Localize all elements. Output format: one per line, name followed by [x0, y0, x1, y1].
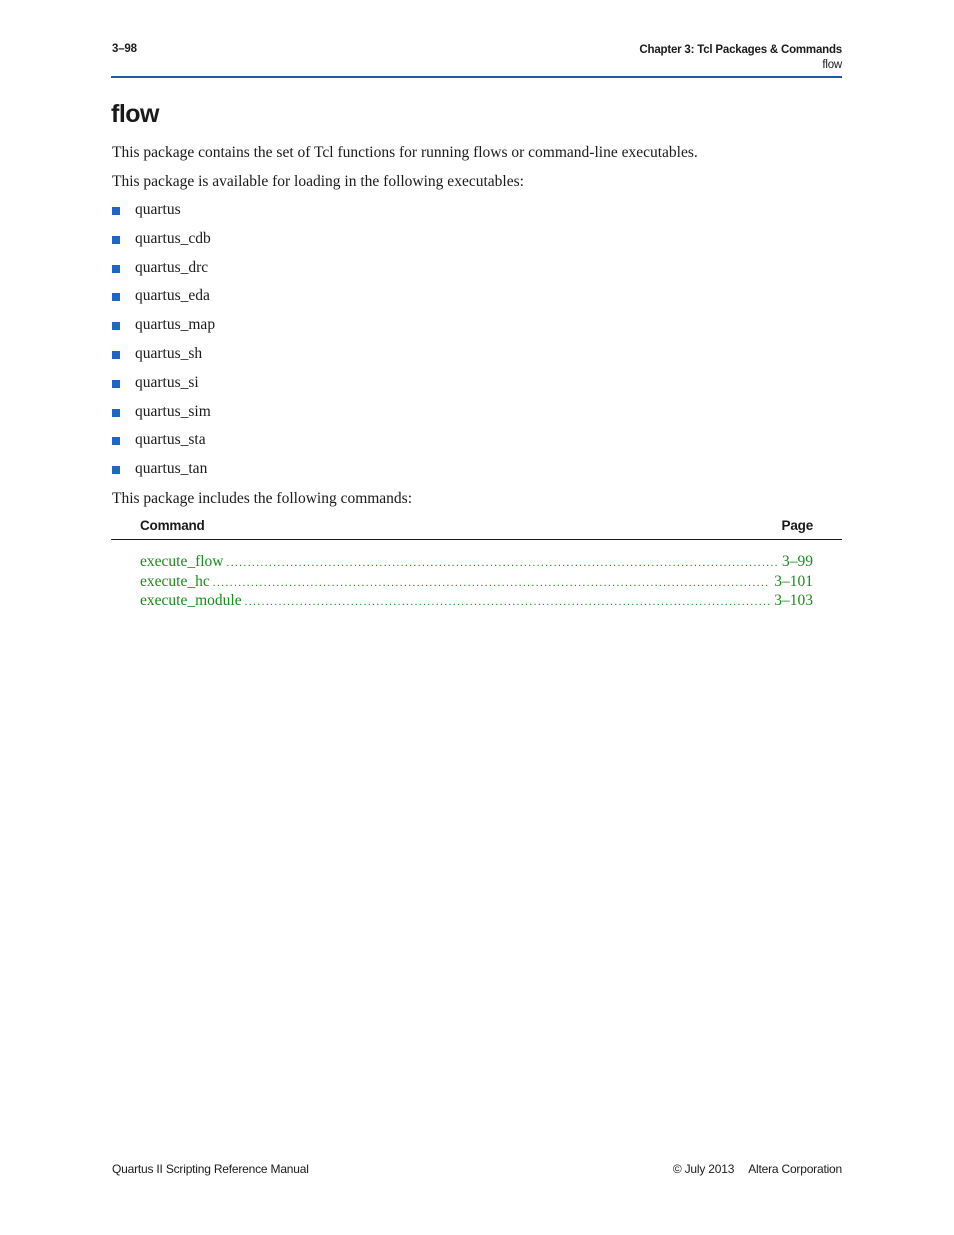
command-link[interactable]: execute_flow — [140, 553, 224, 570]
list-item — [112, 258, 215, 287]
dot-leader — [245, 596, 771, 608]
list-item — [112, 200, 215, 229]
list-item — [112, 286, 215, 315]
page-link[interactable]: 3–101 — [774, 572, 813, 590]
command-link[interactable]: execute_hc — [140, 572, 210, 590]
square-bullet-icon — [112, 236, 120, 244]
header-section: flow — [822, 59, 842, 71]
header-page-number: 3–98 — [112, 43, 137, 55]
square-bullet-icon — [112, 322, 120, 330]
header-chapter: Chapter 3: Tcl Packages & Commands — [639, 44, 842, 56]
list-item-label: quartus_si — [135, 373, 199, 391]
list-item-label: quartus — [135, 201, 181, 218]
list-item-label: quartus_sim — [135, 402, 211, 420]
list-item-label: quartus_tan — [135, 460, 208, 478]
footer-date: © July 2013 — [672, 1162, 735, 1176]
list-item-label: quartus_cdb — [135, 229, 211, 247]
square-bullet-icon — [112, 293, 120, 301]
square-bullet-icon — [112, 466, 120, 474]
footer-manual-title: Quartus II Scripting Reference Manual — [112, 1162, 309, 1176]
running-header — [639, 43, 842, 73]
page-title: flow — [111, 100, 159, 128]
command-link[interactable]: execute_module — [140, 592, 242, 610]
list-item — [112, 229, 215, 258]
table-header-rule — [111, 539, 842, 540]
page-link[interactable]: 3–99 — [782, 553, 813, 570]
footer-copyright — [673, 1162, 842, 1176]
list-item — [112, 402, 215, 431]
square-bullet-icon — [112, 265, 120, 273]
table-row[interactable] — [140, 592, 813, 612]
table-row[interactable] — [140, 553, 813, 573]
intro-paragraph: This package contains the set of Tcl functions for running flows or command-line executables. — [112, 144, 698, 161]
list-item-label: quartus_drc — [135, 258, 209, 276]
list-item — [112, 430, 215, 459]
list-item — [112, 459, 215, 488]
footer-company: Altera Corporation — [748, 1162, 842, 1176]
list-item — [112, 344, 215, 373]
dot-leader — [213, 577, 771, 589]
square-bullet-icon — [112, 207, 120, 215]
list-item-label: quartus_eda — [135, 287, 210, 305]
square-bullet-icon — [112, 437, 120, 445]
command-table-header — [140, 518, 813, 533]
list-item — [112, 315, 215, 344]
square-bullet-icon — [112, 380, 120, 388]
list-item-label: quartus_sh — [135, 344, 203, 362]
square-bullet-icon — [112, 409, 120, 417]
column-header-page: Page — [781, 518, 813, 533]
executables-list — [112, 200, 215, 488]
list-item-label: quartus_map — [135, 316, 216, 334]
availability-paragraph: This package is available for loading in the following executables: — [112, 173, 524, 190]
list-item — [112, 373, 215, 402]
column-header-command: Command — [140, 518, 205, 533]
header-rule — [111, 76, 842, 78]
command-table — [140, 553, 813, 612]
page-link[interactable]: 3–103 — [774, 592, 813, 610]
list-item-label: quartus_sta — [135, 431, 206, 449]
table-row[interactable] — [140, 573, 813, 593]
square-bullet-icon — [112, 351, 120, 359]
commands-paragraph: This package includes the following commands: — [112, 490, 413, 507]
dot-leader — [227, 557, 779, 569]
